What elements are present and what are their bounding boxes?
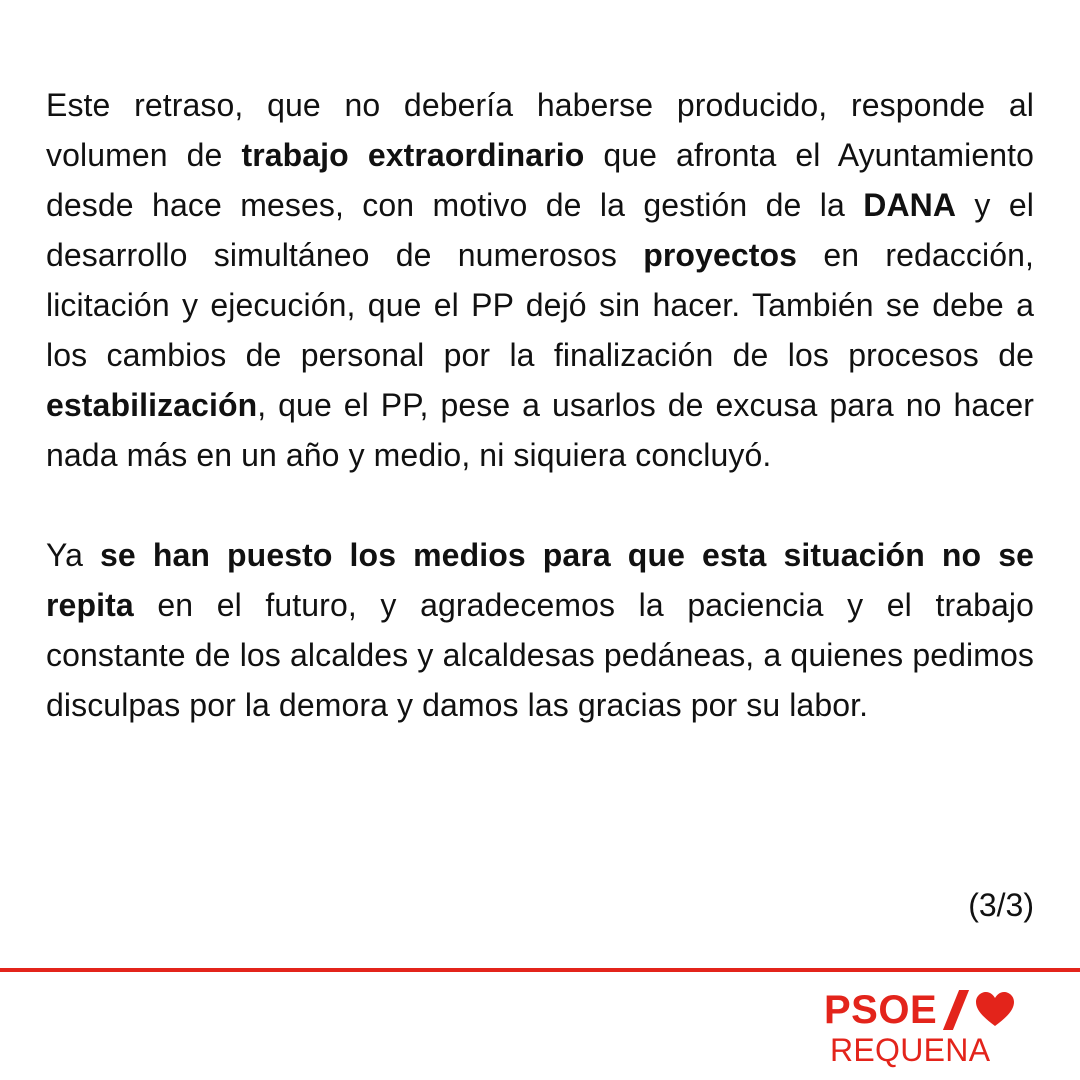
text-segment: Ya — [46, 537, 100, 573]
bold-segment: estabilización — [46, 387, 258, 423]
paragraph-1 — [46, 80, 1034, 480]
bold-segment: proyectos — [643, 237, 798, 273]
page-counter: (3/3) — [968, 887, 1034, 923]
text-segment: y el desarrollo simultáneo de numerosos — [46, 187, 1034, 273]
bold-segment: se han puesto los medios para que esta situación no se repita — [46, 537, 1034, 623]
logo-slash-mark — [943, 990, 969, 1030]
logo-city: REQUENA — [830, 1032, 991, 1068]
text-segment: que afronta el Ayuntamiento desde hace meses, con motivo de la gestión de la — [46, 137, 1034, 223]
post-body — [46, 80, 1034, 730]
psoe-requena-logo — [824, 988, 1014, 1068]
logo-brand: PSOE — [824, 988, 938, 1032]
footer-divider — [0, 968, 1080, 972]
bold-segment: trabajo extraordinario — [241, 137, 585, 173]
text-segment: Este retraso, que no debería haberse producido, responde al volumen de — [46, 87, 1034, 173]
logo-top-row — [824, 988, 1015, 1032]
bold-segment: DANA — [863, 187, 957, 223]
text-segment: en el futuro, y agradecemos la paciencia y el trabajo constante de los alcaldes y alcaldesas pedáneas, a quienes pedimos disculpas por la demora y damos las gracias por su labor. — [46, 587, 1034, 723]
text-segment: en redacción, licitación y ejecución, que el PP dejó sin hacer. También se debe a los cambios de personal por la finalización de los procesos de — [46, 237, 1034, 373]
paragraph-2 — [46, 530, 1034, 730]
text-segment: , que el PP, pese a usarlos de excusa para no hacer nada más en un año y medio, ni siquiera concluyó. — [46, 387, 1034, 473]
heart-icon — [975, 990, 1015, 1030]
